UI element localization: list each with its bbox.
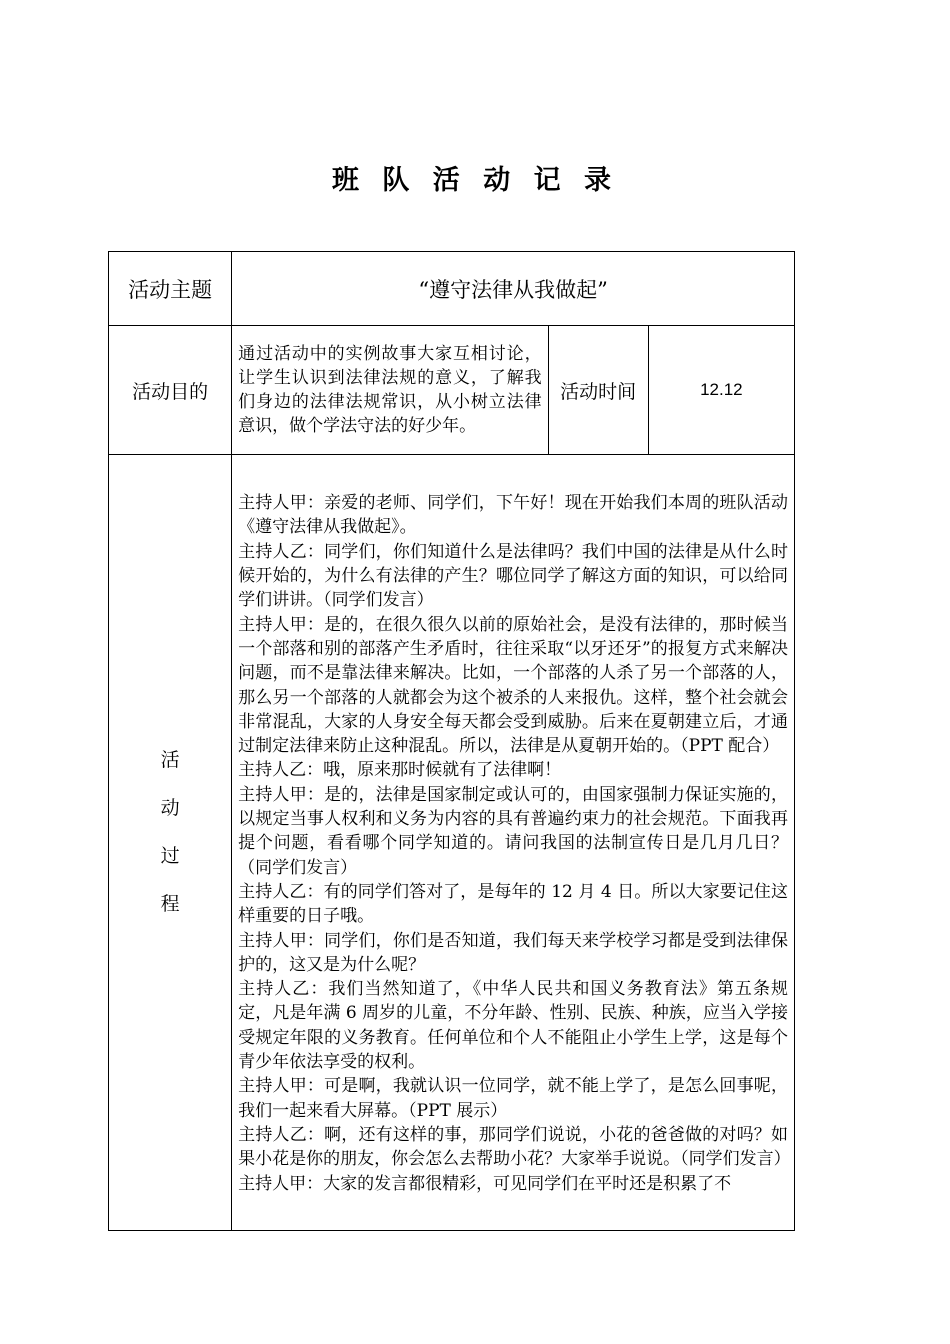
dialogue-paragraph: 主持人乙：我们当然知道了，《中华人民共和国义务教育法》第五条规定，凡是年满 6 周岁的儿童，不分年龄、性别、民族、种族，应当入学接受规定年限的义务教育。任何单位和个人不能阻止小学生上学，这是每个青少年依法享受的权利。	[238, 979, 788, 1073]
page-title: 班 队 活 动 记 录	[332, 165, 618, 196]
process-label-char: 过	[160, 845, 180, 867]
process-row	[109, 455, 795, 1231]
purpose-row	[109, 326, 795, 455]
theme-row	[109, 252, 795, 326]
dialogue-paragraph: 主持人甲：同学们，你们是否知道，我们每天来学校学习都是受到法律保护的，这又是为什么呢？	[238, 930, 788, 975]
theme-value: “遵守法律从我做起”	[232, 252, 795, 326]
dialogue-paragraph: 主持人乙：哦，原来那时候就有了法律啊！	[238, 760, 562, 781]
purpose-value: 通过活动中的实例故事大家互相讨论，让学生认识到法律法规的意义，了解我们身边的法律法规常识，从小树立法律意识，做个学法守法的好少年。	[232, 326, 548, 455]
process-content	[232, 455, 795, 1231]
dialogue-paragraph: 主持人乙：同学们，你们知道什么是法律吗？我们中国的法律是从什么时候开始的，为什么有法律的产生？哪位同学了解这方面的知识，可以给同学们讲讲。（同学们发言）	[238, 541, 788, 611]
dialogue-paragraph: 主持人乙：啊，还有这样的事，那同学们说说，小花的爸爸做的对吗？如果小花是你的朋友，你会怎么去帮助小花？大家举手说说。（同学们发言）	[238, 1124, 791, 1170]
dialogue-paragraph: 主持人甲：大家的发言都很精彩，可见同学们在平时还是积累了不	[238, 1173, 732, 1194]
activity-record-table	[108, 251, 795, 1231]
time-value: 12.12	[648, 326, 794, 455]
dialogue-paragraph: 主持人甲：是的，在很久很久以前的原始社会，是没有法律的，那时候当一个部落和别的部落产生矛盾时，往往采取“以牙还牙”的报复方式来解决问题，而不是靠法律来解决。比如，一个部落的人杀了另一个部落的人，那么另一个部落的人就都会为这个被杀的人来报仇。这样，整个社会就会非常混乱，大家的人身安全每天都会受到威胁。后来在夏朝建立后，才通过制定法律来防止这种混乱。所以，法律是从夏朝开始的。（PPT 配合）	[238, 614, 788, 757]
dialogue-paragraph: 主持人乙：有的同学们答对了，是每年的 12 月 4 日。所以大家要记住这样重要的日子哦。	[238, 881, 788, 927]
time-label: 活动时间	[548, 326, 648, 455]
process-label-char: 动	[160, 797, 180, 819]
dialogue-paragraph: 主持人甲：亲爱的老师、同学们，下午好！现在开始我们本周的班队活动《遵守法律从我做起》。	[238, 493, 788, 538]
purpose-label: 活动目的	[109, 326, 232, 455]
process-label	[109, 455, 232, 1231]
theme-label: 活动主题	[109, 252, 232, 326]
process-label-char: 程	[160, 893, 180, 915]
process-label-char: 活	[160, 749, 180, 771]
dialogue-paragraph: 主持人甲：是的，法律是国家制定或认可的，由国家强制力保证实施的，以规定当事人权利和义务为内容的具有普遍约束力的社会规范。下面我再提个问题，看看哪个同学知道的。请问我国的法制宣传日是几月几日？（同学们发言）	[238, 784, 788, 878]
dialogue-paragraph: 主持人甲：可是啊，我就认识一位同学，就不能上学了，是怎么回事呢，我们一起来看大屏幕。（PPT 展示）	[238, 1076, 788, 1121]
